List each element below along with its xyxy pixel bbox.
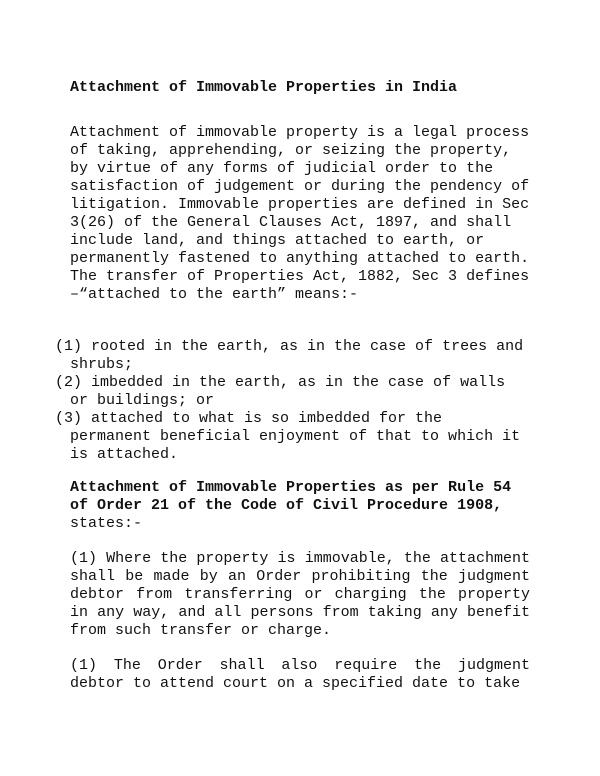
rule-paragraph-2: (1) The Order shall also require the judgment debtor to attend court on a specified date to take xyxy=(70,657,530,692)
list-item: (3) attached to what is so imbedded for the permanent beneficial enjoyment of that to which it is attached. xyxy=(55,410,521,463)
intro-paragraph: Attachment of immovable property is a legal process of taking, apprehending, or seizing the property, by virtue of any forms of judicial order to the satisfaction of judgement or during the pendency of litigation. Immovable properties are defined in Sec 3(26) of the General Clauses Act, 1897, and shall include land, and things attached to earth, or permanently fastened to anything attached to earth. The transfer of Properties Act, 1882, Sec 3 defines –“attached to the earth” means:- xyxy=(70,124,530,303)
rule-paragraph-1: (1) Where the property is immovable, the attachment shall be made by an Order prohibiting the judgment debtor from transferring or charging the property in any way, and all persons from taking any benefit from such transfer or charge. xyxy=(70,550,530,639)
rule-54-heading-bold: Attachment of Immovable Properties as per Rule 54 of Order 21 of the Code of Civil Procedure 1908, xyxy=(70,479,512,514)
attached-to-earth-list xyxy=(55,338,530,464)
list-item: (2) imbedded in the earth, as in the case of walls or buildings; or xyxy=(55,374,506,409)
rule-54-heading-rest: states:- xyxy=(70,515,143,532)
document-title: Attachment of Immovable Properties in India xyxy=(70,79,458,96)
list-item: (1) rooted in the earth, as in the case of trees and shrubs; xyxy=(55,338,524,373)
rule-54-heading xyxy=(70,479,530,533)
